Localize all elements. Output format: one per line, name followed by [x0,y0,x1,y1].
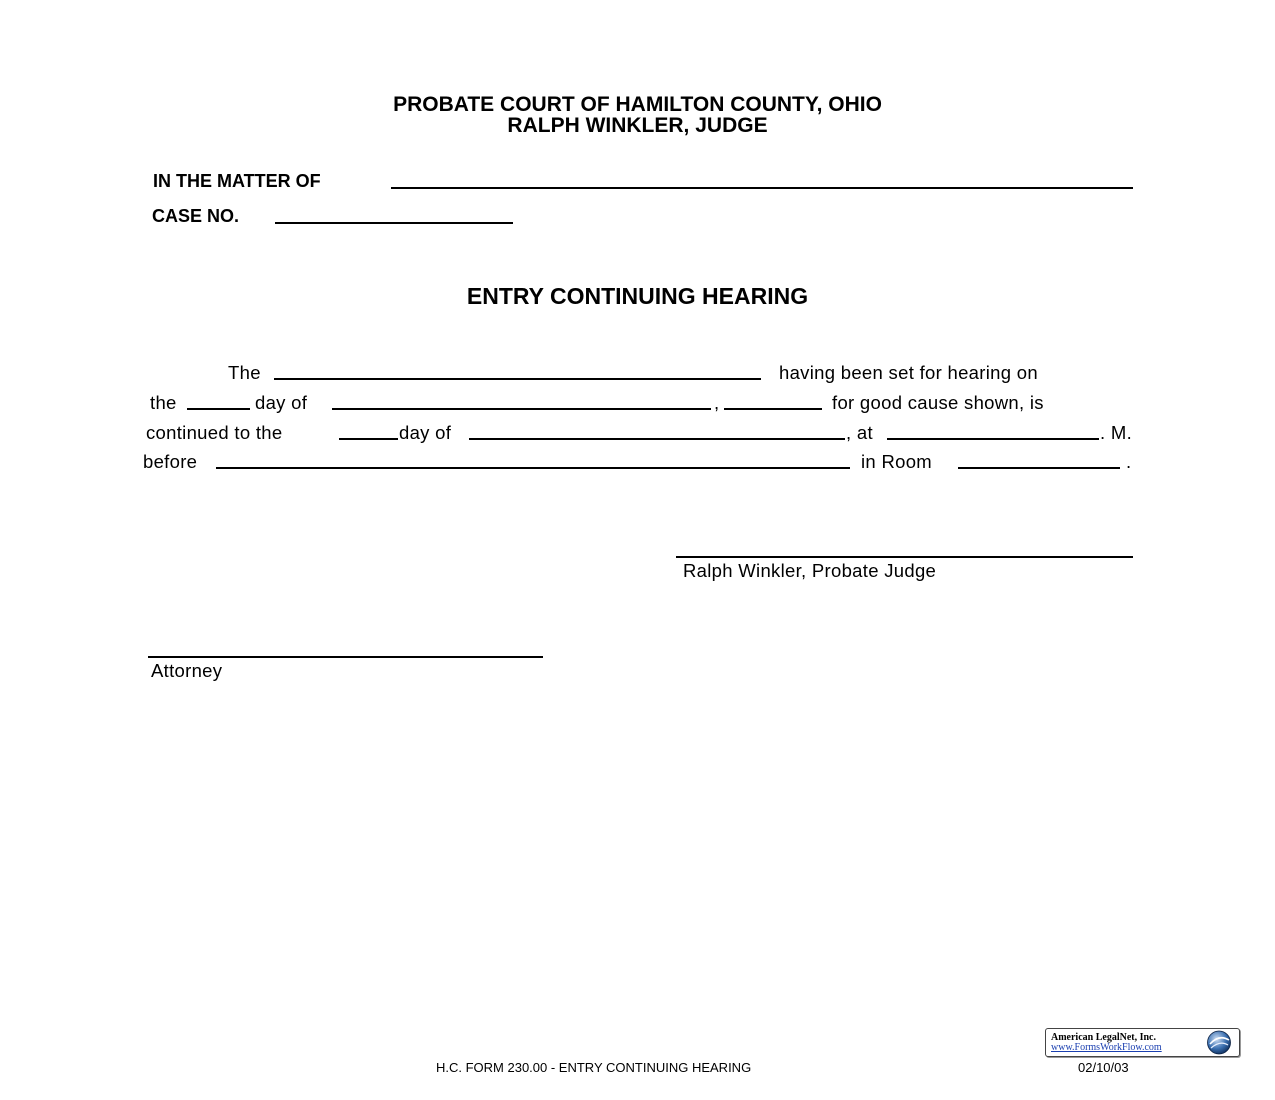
original-month-blank[interactable] [332,408,711,410]
original-day-blank[interactable] [187,408,250,410]
badge-company: American LegalNet, Inc. [1051,1032,1156,1043]
room-number-blank[interactable] [958,467,1120,469]
form-number-footer: H.C. FORM 230.00 - ENTRY CONTINUING HEARING [436,1060,752,1075]
judge-name-header: RALPH WINKLER, JUDGE [507,114,768,137]
body-day-of-2: day of [399,422,452,443]
document-title: ENTRY CONTINUING HEARING [466,283,809,309]
body-word-the-2: the [150,392,177,413]
before-whom-blank[interactable] [216,467,850,469]
judge-signature-line[interactable] [676,556,1133,558]
matter-label: IN THE MATTER OF [153,171,321,191]
body-having-been-set: having been set for hearing on [779,362,1038,383]
globe-logo-icon [1202,1030,1236,1055]
hearing-subject-blank[interactable] [274,378,761,380]
attorney-signature-label: Attorney [151,660,223,681]
continued-time-blank[interactable] [887,438,1099,440]
body-day-of-1: day of [255,392,308,413]
case-number-blank[interactable] [275,222,513,224]
body-in-room: in Room [861,451,932,472]
original-year-blank[interactable] [724,408,822,410]
form-date-footer: 02/10/03 [1078,1060,1129,1075]
body-at: , at [846,422,873,443]
body-before: before [143,451,198,472]
continued-month-blank[interactable] [469,438,845,440]
american-legalnet-badge[interactable] [1045,1028,1240,1057]
case-number-label: CASE NO. [152,206,240,226]
body-am-pm: . M. [1100,422,1133,443]
matter-blank[interactable] [391,187,1133,189]
body-good-cause: for good cause shown, is [832,392,1044,413]
court-name: PROBATE COURT OF HAMILTON COUNTY, OHIO [393,93,882,116]
badge-url-link[interactable]: www.FormsWorkFlow.com [1051,1042,1162,1053]
judge-signature-label: Ralph Winkler, Probate Judge [683,560,937,581]
body-continued-to: continued to the [146,422,283,443]
continued-day-blank[interactable] [339,438,398,440]
body-word-the: The [228,362,261,383]
body-comma: , [714,392,720,413]
body-period: . [1126,451,1132,472]
attorney-signature-line[interactable] [148,656,543,658]
